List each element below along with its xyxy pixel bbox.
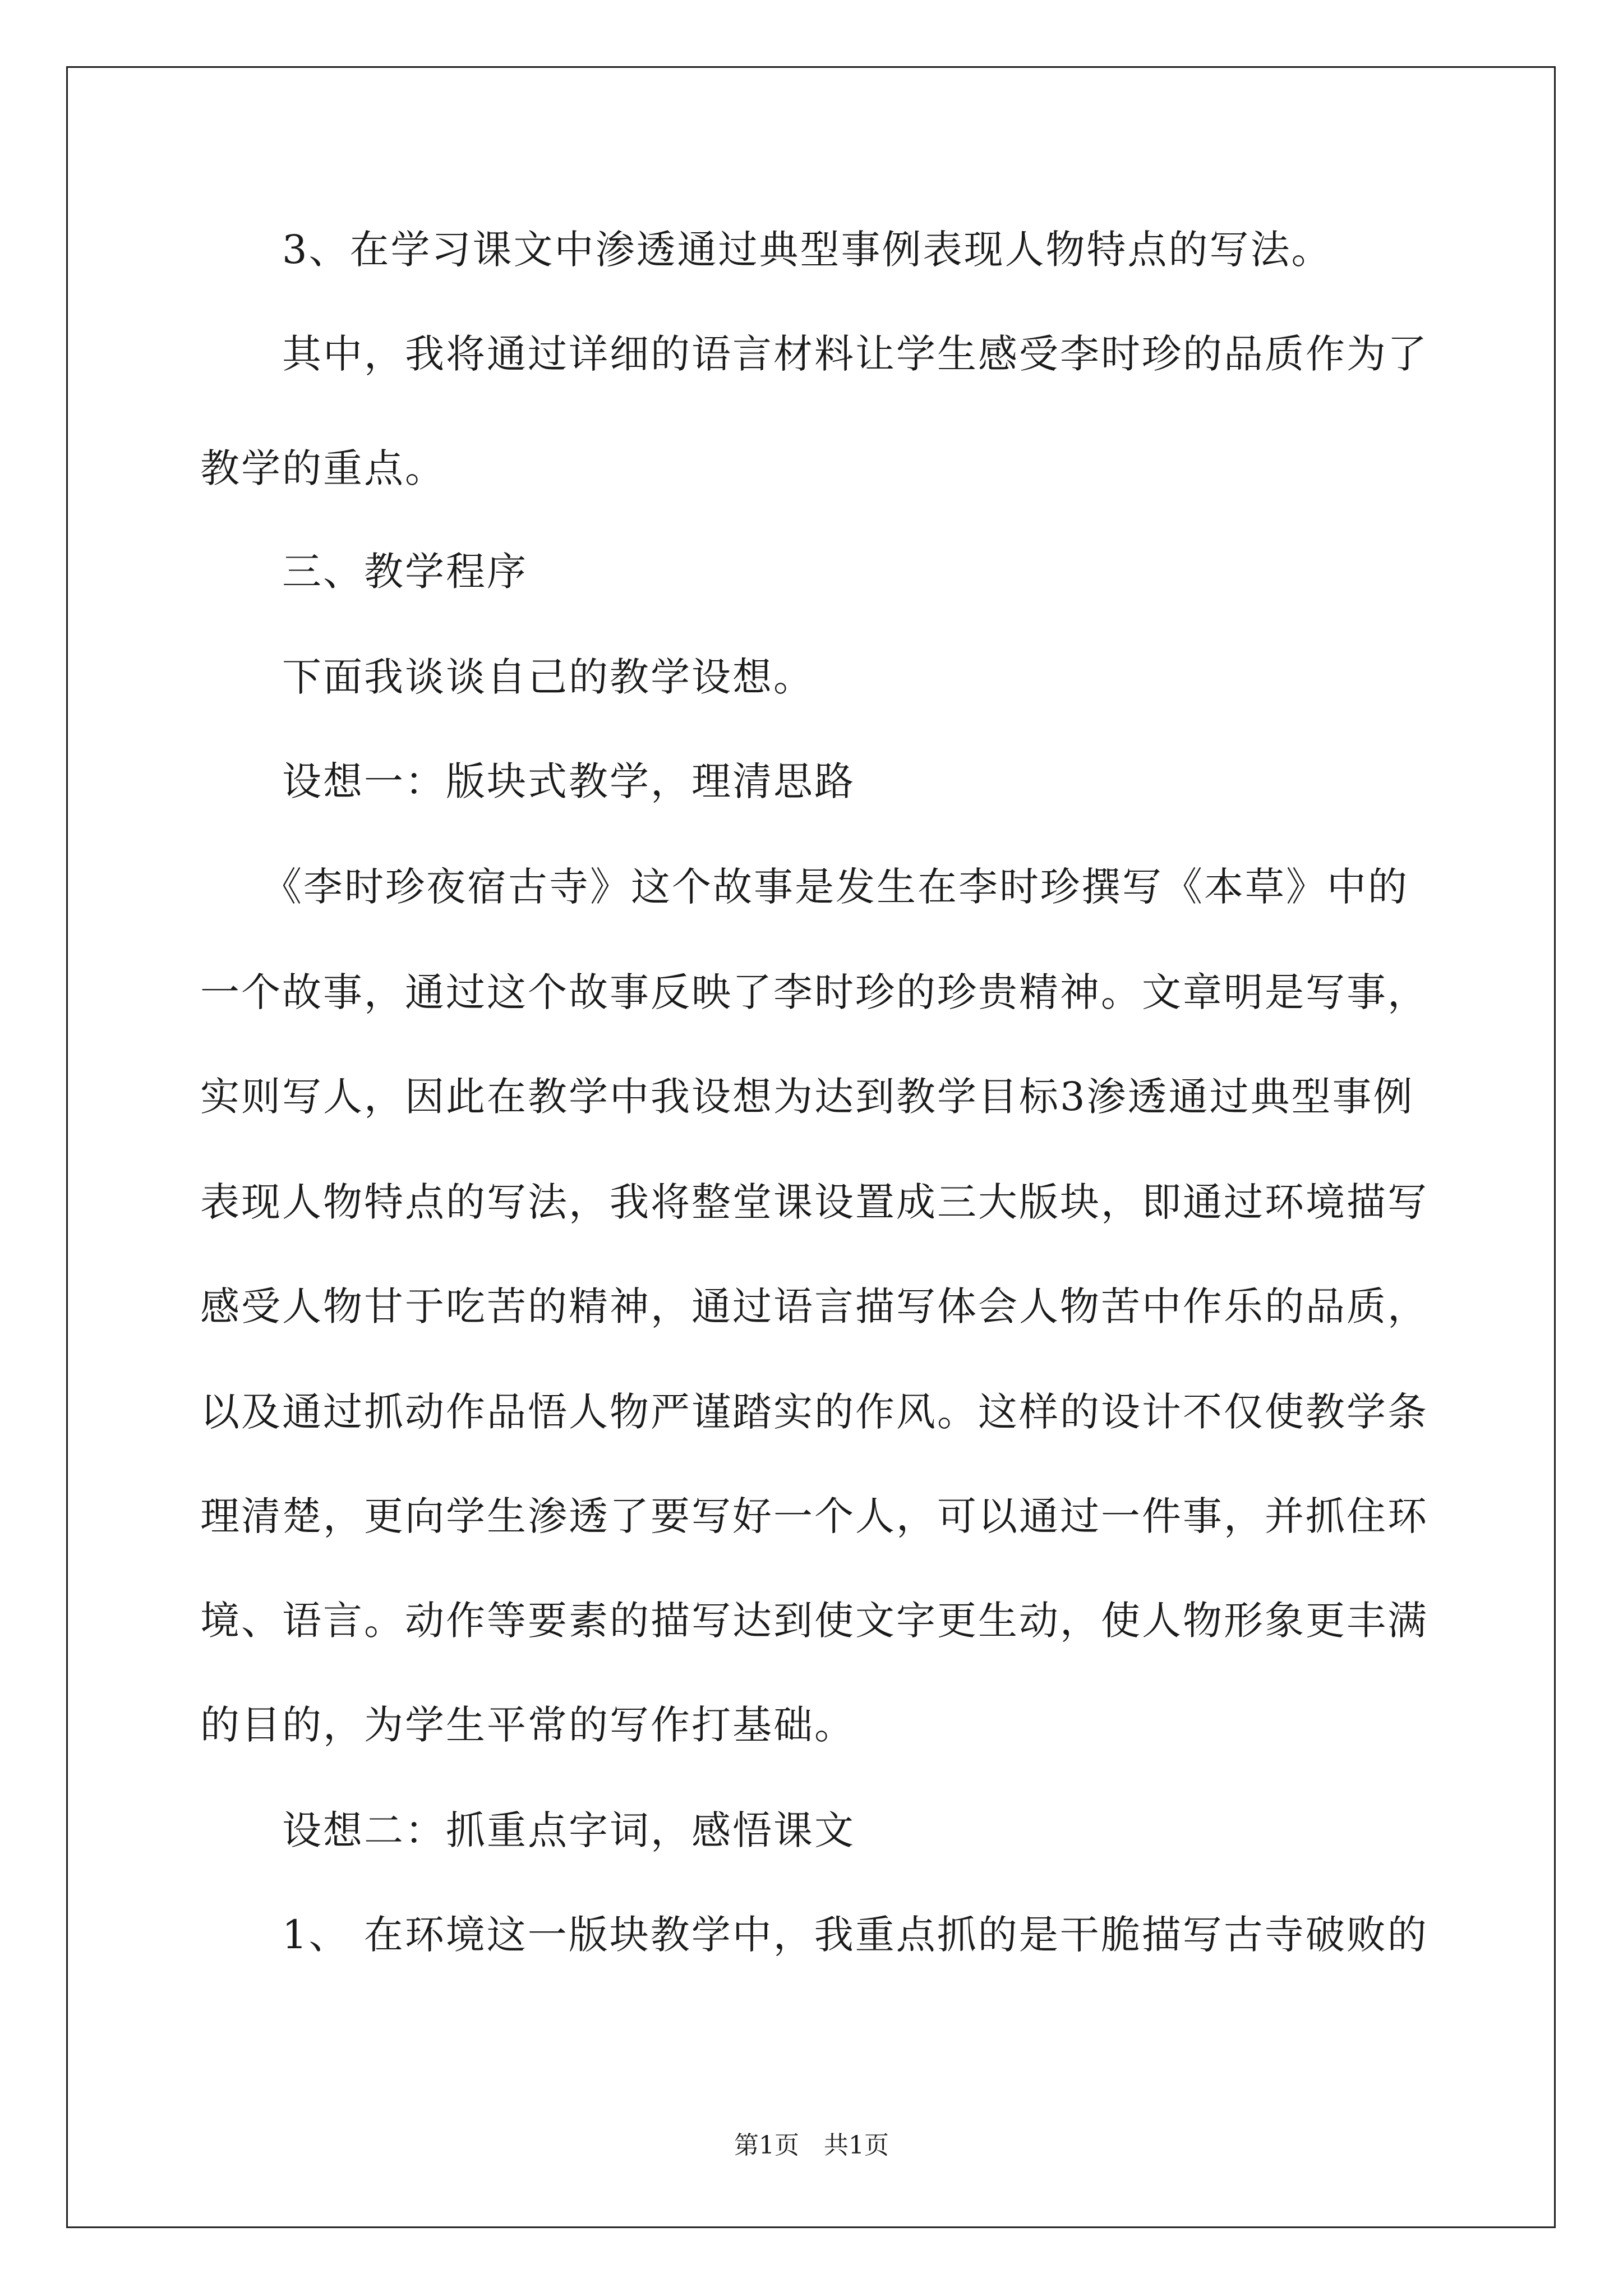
text-line: 理清楚，更向学生渗透了要写好一个人，可以通过一件事，并抓住环 (200, 1493, 1428, 1539)
subsection-heading: 设想一：版块式教学，理清思路 (200, 758, 855, 804)
section-heading: 三、教学程序 (200, 549, 528, 595)
text-line: 境、语言。动作等要素的描写达到使文字更生动，使人物形象更丰满 (200, 1598, 1428, 1644)
subsection-heading: 设想二：抓重点字词，感悟课文 (200, 1807, 855, 1853)
text-line: 其中，我将通过详细的语言材料让学生感受李时珍的品质作为了 (200, 331, 1428, 377)
text-line: 教学的重点。 (200, 445, 446, 491)
text-line: 的目的，为学生平常的写作打基础。 (200, 1702, 855, 1748)
text-line: 以及通过抓动作品悟人物严谨踏实的作风。这样的设计不仅使教学条 (200, 1389, 1428, 1435)
text-line: 实则写人，因此在教学中我设想为达到教学目标3渗透通过典型事例 (200, 1074, 1414, 1120)
page-footer: 第1页 共1页 (734, 2131, 889, 2160)
text-line: 一个故事，通过这个故事反映了李时珍的珍贵精神。文章明是写事， (200, 969, 1428, 1015)
text-line: 下面我谈谈自己的教学设想。 (200, 654, 814, 700)
text-line: 《李时珍夜宿古寺》这个故事是发生在李时珍撰写《本草》中的 (200, 864, 1409, 910)
text-line: 1、 在环境这一版块教学中，我重点抓的是干脆描写古寺破败的 (200, 1912, 1428, 1958)
text-line: 表现人物特点的写法，我将整堂课设置成三大版块，即通过环境描写 (200, 1179, 1428, 1225)
text-line: 3、在学习课文中渗透通过典型事例表现人物特点的写法。 (200, 227, 1332, 273)
page-border (66, 66, 1556, 2228)
text-line: 感受人物甘于吃苦的精神，通过语言描写体会人物苦中作乐的品质， (200, 1283, 1428, 1329)
